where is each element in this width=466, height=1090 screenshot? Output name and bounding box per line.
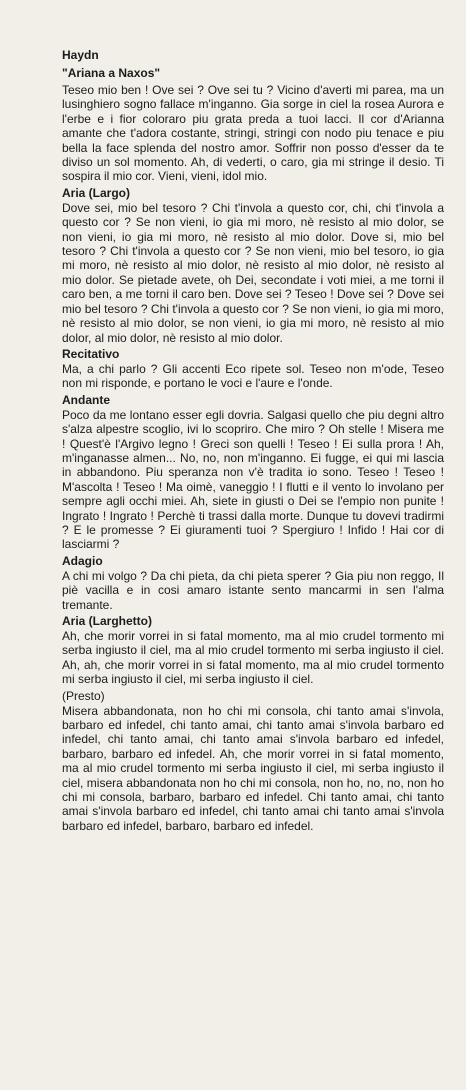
section-heading: Adagio xyxy=(62,553,103,568)
section-heading: (Presto) xyxy=(62,688,105,703)
section-text: Teseo mio ben ! Ove sei ? Ove sei tu ? Vicino d'averti mi parea, ma un lusinghiero sogno fallace m'inganno. Gia sorge in ciel la rosea Aurora e l'erbe e i fior coloraro piu grata preda a tuoi lacci. Il cor d'Arianna amante che t'adora costante, stringi, stringi con nodo piu tenace e piu bella la face splenda del nostro amor. Soffrir non posso d'esser da te diviso un sol momento. Ah, di vederti, o caro, gia mi stringe il desio. Ti sospira il mio cor. Vieni, vieni, idol mio. xyxy=(62,83,444,184)
section-recitativo xyxy=(62,347,444,391)
composer-name: Haydn xyxy=(62,48,99,62)
section-heading: Aria (Larghetto) xyxy=(62,614,152,628)
section-andante xyxy=(62,393,444,552)
section-text: Ma, a chi parlo ? Gli accenti Eco ripete sol. Teseo non m'ode, Teseo non mi risponde, e portano le voci e l'aure e l'onde. xyxy=(62,361,444,391)
section-adagio xyxy=(62,554,444,612)
section-aria-larghetto xyxy=(62,614,444,687)
section-intro xyxy=(62,83,444,184)
section-text: Misera abbandonata, non ho chi mi consola, chi tanto amai s'invola, barbaro ed infedel, chi tanto amai, chi tanto amai s'invola barbaro ed infedel, chi tanto amai, chi tanto amai s'invola barbaro ed infedel, barbaro, barbaro ed infedel. Ah, che morir vorrei in si fatal momento, ma al mio crudel tormento mi serba ingiusto il ciel, mi serba ingiusto il ciel, misera abbandonata non ho chi mi consola, non ho, no, no, non ho chi mi consola, barbaro, barbaro ed infedel. Chi tanto amai, chi tanto amai s'invola barbaro ed infedel, chi tanto amai chi tanto amai s'invola barbaro ed infedel, barbaro, barbaro ed infedel. xyxy=(62,703,444,833)
section-text: A chi mi volgo ? Da chi pieta, da chi pieta sperer ? Gia piu non reggo, Il piè vacilla e in cosi amaro istante sento mancarmi in sen l'alma tremante. xyxy=(62,568,444,612)
section-heading: Aria (Largo) xyxy=(62,185,131,200)
section-text: Poco da me lontano esser egli dovria. Salgasi quello che piu degni altro s'alza alpestre scoglio, ivi lo scopriro. Che miro ? Oh stelle ! Misera me ! Quest'è l'Argivo legno ! Greci son quelli ! Teseo ! Ei sulla prora ! Ah, m'inganasse almen... No, no, non m'inganno. Ei fugge, ei qui mi lascia in abbandono. Piu speranza non v'è tradita io sono. Teseo ! Teseo ! M'ascolta ! Teseo ! Ma oimè, vaneggio ! I flutti e il vento lo involano per sempre agli occhi miei. Ah, siete in giusti o Dei se l'empio non punite ! Ingrato ! Ingrato ! Perchè ti trassi dalla morte. Dunque tu dovevi tradirmi ? E le promesse ? Ei giuramenti tuoi ? Spergiuro ! Infido ! Hai cor di lasciarmi ? xyxy=(62,407,444,552)
section-presto xyxy=(62,689,444,834)
section-heading: Andante xyxy=(62,392,110,407)
section-text: Dove sei, mio bel tesoro ? Chi t'invola a questo cor, chi, chi t'invola a questo cor ? Se non vieni, io gia mi moro, nè resisto al mio dolor, se non vieni, io gia mi moro, nè resisto al mio dolor. Dove si, mio bel tesoro ? Chi t'invola a questo cor ? Se non vieni, mio bel tesoro, io gia mi moro, nè resisto al mio dolor, nè resisto al mio dolor, nè resisto al mio dolor. Se pietade avete, oh Dei, secondate i voti miei, a me torni il caro ben, a me torni il caro ben. Dove sei ? Teseo ! Dove sei ? Dove sei mio bel tesoro ? Chi t'invola a questo cor ? Se non vieni, io gia mi moro, nè resisto al mio dolor, se non vieni, io gia mi moro, nè resisto al mio dolor, al mio dolor, nè resisto al mio dolor. xyxy=(62,200,444,345)
work-title: "Ariana a Naxos" xyxy=(62,66,161,80)
section-aria-largo xyxy=(62,186,444,345)
section-heading: Recitativo xyxy=(62,346,120,361)
section-text: Ah, che morir vorrei in si fatal momento, ma al mio crudel tormento mi serba ingiusto il ciel, ma al mio crudel tormento mi serba ingiusto il ciel. Ah, ah, che morir vorrei in si fatal momento, ma al mio crudel tormento mi serba ingiusto il ciel, mi serba ingiusto il ciel. xyxy=(62,629,444,687)
